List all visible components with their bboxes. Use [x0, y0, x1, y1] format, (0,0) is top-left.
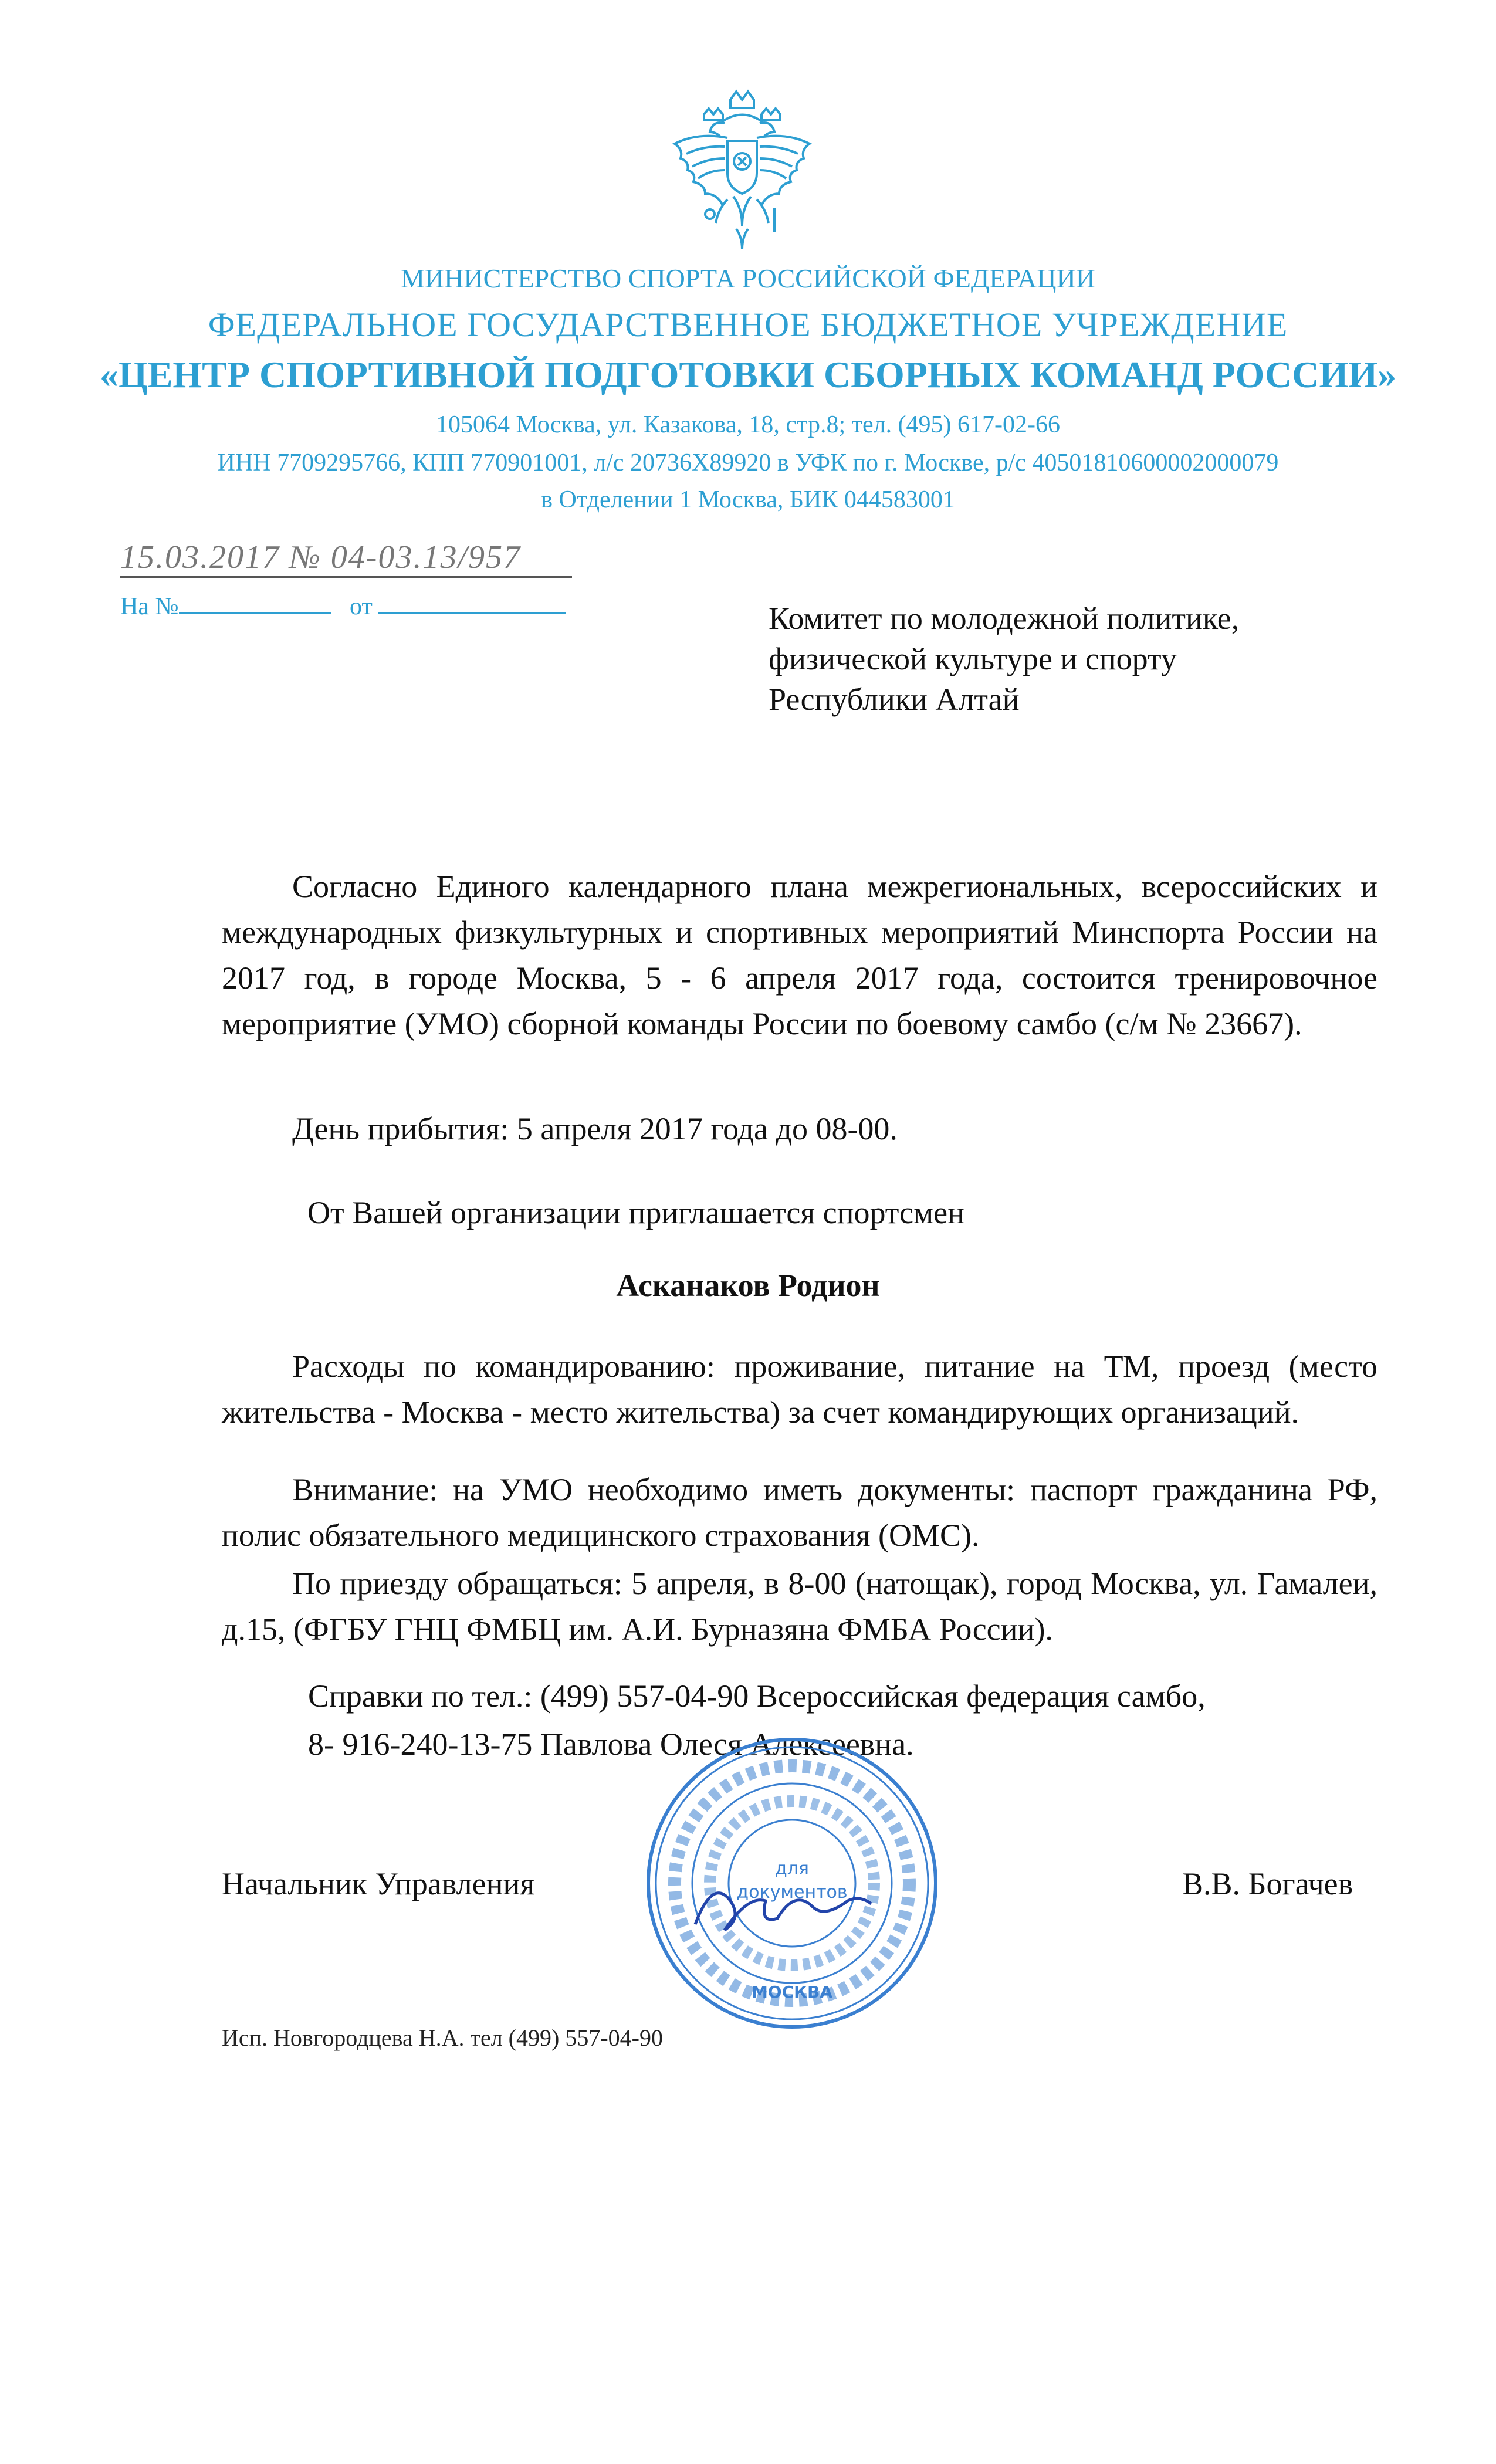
- reply-reference-line: [120, 593, 566, 621]
- body-paragraph-documents: Внимание: на УМО необходимо иметь документы: паспорт гражданина РФ, полис обязательного медицинского страхования (ОМС).: [222, 1472, 1377, 1553]
- reply-prefix: На №: [120, 593, 179, 620]
- signature-position: Начальник Управления: [222, 1866, 535, 1901]
- recipient-line-2: физической культуре и спорту: [769, 641, 1177, 677]
- athlete-name: Асканаков Родион: [616, 1268, 880, 1303]
- institution-name: «ЦЕНТР СПОРТИВНОЙ ПОДГОТОВКИ СБОРНЫХ КОМАНД РОССИИ»: [99, 354, 1397, 395]
- ministry-title: МИНИСТЕРСТВО СПОРТА РОССИЙСКОЙ ФЕДЕРАЦИИ: [401, 263, 1095, 293]
- signature-name: В.В. Богачев: [1182, 1866, 1353, 1901]
- address-line-3: в Отделении 1 Москва, БИК 044583001: [541, 486, 955, 513]
- address-line-2: ИНН 7709295766, КПП 770901001, л/с 20736Х89920 в УФК по г. Москве, р/с 40501810600002000079: [217, 449, 1279, 476]
- official-seal-stamp: [639, 1731, 945, 2036]
- reply-from-label: от: [350, 593, 373, 620]
- seal-center-text-2: документов: [736, 1882, 848, 1903]
- reply-number-blank: [179, 595, 331, 614]
- body-paragraph-arrival: День прибытия: 5 апреля 2017 года до 08-00.: [292, 1111, 898, 1146]
- coat-of-arms-emblem: [669, 88, 815, 258]
- registration-date-number: 15.03.2017 № 04-03.13/957: [120, 539, 572, 578]
- body-paragraph-contacts-2: 8- 916-240-13-75 Павлова Олеся Алексеевна.: [308, 1727, 914, 1762]
- body-paragraph-arrival-address: По приезду обращаться: 5 апреля, в 8-00 (натощак), город Москва, ул. Гамалеи, д.15, (ФГБУ ГНЦ ФМБЦ им. А.И. Бурназяна ФМБА России).: [222, 1566, 1377, 1647]
- address-line-1: 105064 Москва, ул. Казакова, 18, стр.8; тел. (495) 617-02-66: [435, 411, 1061, 438]
- seal-bottom-text: МОСКВА: [751, 1982, 833, 2002]
- body-paragraph-contacts-1: Справки по тел.: (499) 557-04-90 Всероссийская федерация самбо,: [308, 1678, 1206, 1714]
- recipient-line-3: Республики Алтай: [769, 682, 1020, 717]
- recipient-line-1: Комитет по молодежной политике,: [769, 601, 1240, 636]
- body-paragraph-event: Согласно Единого календарного плана межрегиональных, всероссийских и международных физкультурных и спортивных мероприятий Минспорта России на 2017 год, в городе Москва, 5 - 6 апреля 2017 года, состоится тренировочное мероприятие (УМО) сборной команды России по боевому самбо (с/м № 23667).: [222, 869, 1377, 1041]
- reply-date-blank: [378, 595, 566, 614]
- body-paragraph-expenses: Расходы по командированию: проживание, питание на ТМ, проезд (место жительства - Москва - место жительства) за счет командирующих организаций.: [222, 1349, 1377, 1430]
- recipient-block: [769, 598, 1239, 720]
- body-paragraph-invitation: От Вашей организации приглашается спортсмен: [307, 1195, 965, 1230]
- seal-center-text-1: для: [775, 1859, 809, 1879]
- executor-contact: Исп. Новгородцева Н.А. тел (499) 557-04-90: [222, 2025, 663, 2051]
- institution-type: ФЕДЕРАЛЬНОЕ ГОСУДАРСТВЕННОЕ БЮДЖЕТНОЕ УЧРЕЖДЕНИЕ: [208, 306, 1288, 344]
